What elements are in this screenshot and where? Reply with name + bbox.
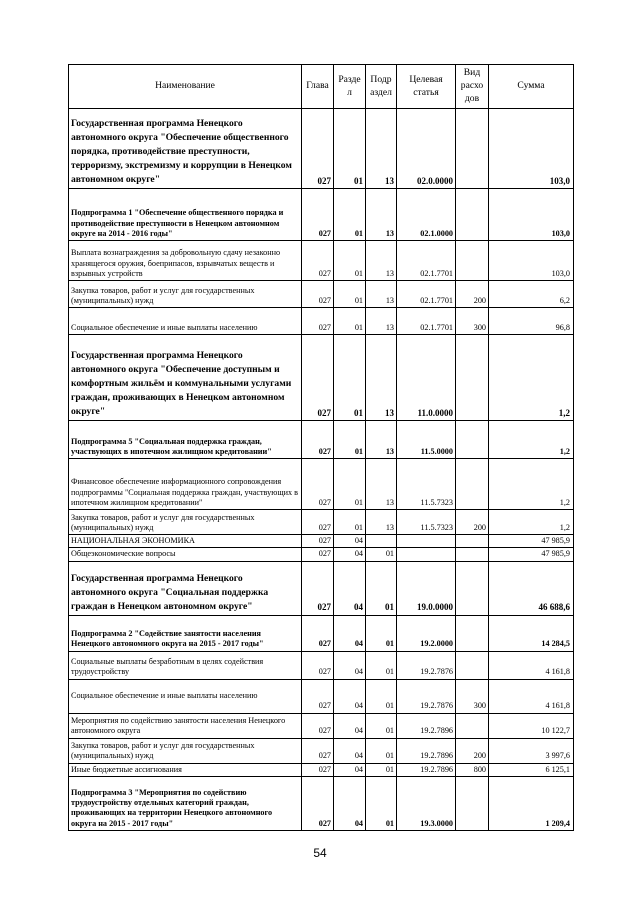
row-expense-type xyxy=(456,421,489,459)
row-name: Социальное обеспечение и иные выплаты населению xyxy=(69,308,302,335)
row-name: Общеэкономические вопросы xyxy=(69,548,302,561)
table-row xyxy=(69,651,574,679)
row-subsection: 01 xyxy=(366,561,397,615)
header-target: Целевая статья xyxy=(397,65,456,109)
row-expense-type xyxy=(456,651,489,679)
row-section: 01 xyxy=(334,308,366,335)
row-chapter: 027 xyxy=(302,561,334,615)
row-expense-type xyxy=(456,459,489,510)
row-target xyxy=(397,548,456,561)
row-chapter: 027 xyxy=(302,651,334,679)
row-sum: 103,0 xyxy=(489,109,574,189)
row-target: 19.0.0000 xyxy=(397,561,456,615)
row-chapter: 027 xyxy=(302,679,334,713)
row-name: Финансовое обеспечение информационного сопровождения подпрограммы "Социальная поддержка граждан, участвующих в ипотечном жилищном кредитовании" xyxy=(69,459,302,510)
row-chapter: 027 xyxy=(302,535,334,548)
row-section: 04 xyxy=(334,713,366,738)
row-section: 01 xyxy=(334,189,366,241)
row-name: Подпрограмма 2 "Содействие занятости населения Ненецкого автономного округа на 2015 - 2017 годы" xyxy=(69,615,302,651)
row-target: 11.0.0000 xyxy=(397,335,456,421)
row-name: Мероприятия по содействию занятости населения Ненецкого автономного округа xyxy=(69,713,302,738)
row-section: 04 xyxy=(334,776,366,830)
row-section: 04 xyxy=(334,548,366,561)
row-section: 04 xyxy=(334,615,366,651)
page-number: 54 xyxy=(313,846,327,860)
row-sum: 3 997,6 xyxy=(489,738,574,763)
row-subsection: 01 xyxy=(366,548,397,561)
row-name: Иные бюджетные ассигнования xyxy=(69,763,302,776)
row-sum: 1 209,4 xyxy=(489,776,574,830)
row-target: 02.0.0000 xyxy=(397,109,456,189)
row-subsection: 01 xyxy=(366,776,397,830)
row-target: 02.1.7701 xyxy=(397,241,456,281)
row-chapter: 027 xyxy=(302,421,334,459)
row-target: 02.1.7701 xyxy=(397,308,456,335)
row-sum: 6 125,1 xyxy=(489,763,574,776)
row-chapter: 027 xyxy=(302,335,334,421)
row-chapter: 027 xyxy=(302,548,334,561)
row-name: Закупка товаров, работ и услуг для государственных (муниципальных) нужд xyxy=(69,738,302,763)
row-sum: 46 688,6 xyxy=(489,561,574,615)
row-expense-type xyxy=(456,548,489,561)
row-target: 19.2.7876 xyxy=(397,651,456,679)
row-section: 01 xyxy=(334,459,366,510)
row-target: 11.5.7323 xyxy=(397,459,456,510)
row-sum: 1,2 xyxy=(489,421,574,459)
row-subsection: 01 xyxy=(366,713,397,738)
row-sum: 103,0 xyxy=(489,189,574,241)
row-target: 02.1.0000 xyxy=(397,189,456,241)
row-name: Подпрограмма 5 "Социальная поддержка граждан, участвующих в ипотечном жилищном кредитовании" xyxy=(69,421,302,459)
row-chapter: 027 xyxy=(302,281,334,308)
header-expense-type: Вид расхо дов xyxy=(456,65,489,109)
row-chapter: 027 xyxy=(302,308,334,335)
row-chapter: 027 xyxy=(302,713,334,738)
header-name: Наименование xyxy=(69,65,302,109)
row-expense-type: 200 xyxy=(456,510,489,535)
row-section: 01 xyxy=(334,421,366,459)
row-sum: 1,2 xyxy=(489,459,574,510)
budget-table xyxy=(68,64,574,831)
row-expense-type: 200 xyxy=(456,281,489,308)
row-subsection: 01 xyxy=(366,738,397,763)
table-row xyxy=(69,763,574,776)
row-section: 01 xyxy=(334,241,366,281)
row-subsection: 01 xyxy=(366,651,397,679)
table-row xyxy=(69,189,574,241)
row-expense-type xyxy=(456,615,489,651)
row-target xyxy=(397,535,456,548)
row-chapter: 027 xyxy=(302,510,334,535)
row-subsection: 13 xyxy=(366,109,397,189)
row-sum: 4 161,8 xyxy=(489,679,574,713)
row-section: 04 xyxy=(334,651,366,679)
row-name: Государственная программа Ненецкого автономного округа "Обеспечение доступным и комфортным жильём и коммунальными услугами граждан, проживающих в Ненецком автономном округе" xyxy=(69,335,302,421)
row-subsection: 13 xyxy=(366,281,397,308)
row-chapter: 027 xyxy=(302,109,334,189)
row-subsection: 13 xyxy=(366,308,397,335)
row-subsection: 13 xyxy=(366,189,397,241)
table-row xyxy=(69,679,574,713)
table-row xyxy=(69,241,574,281)
row-name: Подпрограмма 3 "Мероприятия по содействию трудоустройству отдельных категорий граждан, проживающих на территории Ненецкого автономного округа на 2015 - 2017 годы" xyxy=(69,776,302,830)
table-row xyxy=(69,335,574,421)
row-target: 02.1.7701 xyxy=(397,281,456,308)
header-section: Разде л xyxy=(334,65,366,109)
row-target: 19.3.0000 xyxy=(397,776,456,830)
row-expense-type xyxy=(456,776,489,830)
row-sum: 14 284,5 xyxy=(489,615,574,651)
row-subsection: 13 xyxy=(366,459,397,510)
table-row xyxy=(69,510,574,535)
row-subsection xyxy=(366,535,397,548)
row-sum: 96,8 xyxy=(489,308,574,335)
row-chapter: 027 xyxy=(302,738,334,763)
row-subsection: 13 xyxy=(366,335,397,421)
table-row xyxy=(69,109,574,189)
row-chapter: 027 xyxy=(302,776,334,830)
table-row xyxy=(69,615,574,651)
row-sum: 47 985,9 xyxy=(489,548,574,561)
row-subsection: 13 xyxy=(366,241,397,281)
row-subsection: 13 xyxy=(366,421,397,459)
row-expense-type: 200 xyxy=(456,738,489,763)
row-expense-type: 800 xyxy=(456,763,489,776)
row-name: Социальное обеспечение и иные выплаты населению xyxy=(69,679,302,713)
row-chapter: 027 xyxy=(302,459,334,510)
row-name: Закупка товаров, работ и услуг для государственных (муниципальных) нужд xyxy=(69,281,302,308)
row-sum: 1,2 xyxy=(489,335,574,421)
row-target: 11.5.0000 xyxy=(397,421,456,459)
row-target: 19.2.7896 xyxy=(397,763,456,776)
row-section: 04 xyxy=(334,535,366,548)
row-expense-type xyxy=(456,335,489,421)
table-row xyxy=(69,548,574,561)
header-chapter: Глава xyxy=(302,65,334,109)
table-row xyxy=(69,421,574,459)
row-expense-type xyxy=(456,713,489,738)
row-expense-type xyxy=(456,535,489,548)
row-name: Закупка товаров, работ и услуг для государственных (муниципальных) нужд xyxy=(69,510,302,535)
row-sum: 1,2 xyxy=(489,510,574,535)
row-expense-type xyxy=(456,561,489,615)
row-target: 19.2.7876 xyxy=(397,679,456,713)
row-name: Государственная программа Ненецкого автономного округа "Социальная поддержка граждан в Ненецком автономном округе" xyxy=(69,561,302,615)
row-chapter: 027 xyxy=(302,241,334,281)
row-name: НАЦИОНАЛЬНАЯ ЭКОНОМИКА xyxy=(69,535,302,548)
row-sum: 6,2 xyxy=(489,281,574,308)
row-expense-type xyxy=(456,189,489,241)
table-row xyxy=(69,561,574,615)
row-name: Социальные выплаты безработным в целях содействия трудоустройству xyxy=(69,651,302,679)
table-row xyxy=(69,713,574,738)
row-section: 01 xyxy=(334,109,366,189)
row-name: Подпрограмма 1 "Обеспечение общественного порядка и противодействие преступности в Ненецком автономном округе на 2014 - 2016 годы" xyxy=(69,189,302,241)
table-row xyxy=(69,535,574,548)
row-target: 19.2.7896 xyxy=(397,713,456,738)
header-subsection: Подр аздел xyxy=(366,65,397,109)
row-expense-type: 300 xyxy=(456,308,489,335)
row-subsection: 01 xyxy=(366,679,397,713)
row-expense-type: 300 xyxy=(456,679,489,713)
row-expense-type xyxy=(456,241,489,281)
header-sum: Сумма xyxy=(489,65,574,109)
row-subsection: 01 xyxy=(366,763,397,776)
row-section: 04 xyxy=(334,738,366,763)
table-row xyxy=(69,281,574,308)
row-name: Государственная программа Ненецкого автономного округа "Обеспечение общественного порядка, противодействие преступности, терроризму, экстремизму и коррупции в Ненецком автономном округе" xyxy=(69,109,302,189)
row-expense-type xyxy=(456,109,489,189)
row-section: 01 xyxy=(334,281,366,308)
row-section: 01 xyxy=(334,335,366,421)
table-row xyxy=(69,308,574,335)
row-subsection: 01 xyxy=(366,615,397,651)
table-row xyxy=(69,738,574,763)
row-sum: 4 161,8 xyxy=(489,651,574,679)
row-chapter: 027 xyxy=(302,763,334,776)
row-section: 04 xyxy=(334,679,366,713)
row-target: 19.2.7896 xyxy=(397,738,456,763)
header-row xyxy=(69,65,574,109)
row-section: 01 xyxy=(334,510,366,535)
table-row xyxy=(69,459,574,510)
row-chapter: 027 xyxy=(302,615,334,651)
row-target: 19.2.0000 xyxy=(397,615,456,651)
row-chapter: 027 xyxy=(302,189,334,241)
row-section: 04 xyxy=(334,763,366,776)
row-subsection: 13 xyxy=(366,510,397,535)
row-sum: 103,0 xyxy=(489,241,574,281)
row-section: 04 xyxy=(334,561,366,615)
row-name: Выплата вознаграждения за добровольную сдачу незаконно хранящегося оружия, боеприпасов, взрывчатых веществ и взрывных устройств xyxy=(69,241,302,281)
row-sum: 10 122,7 xyxy=(489,713,574,738)
row-sum: 47 985,9 xyxy=(489,535,574,548)
row-target: 11.5.7323 xyxy=(397,510,456,535)
table-row xyxy=(69,776,574,830)
